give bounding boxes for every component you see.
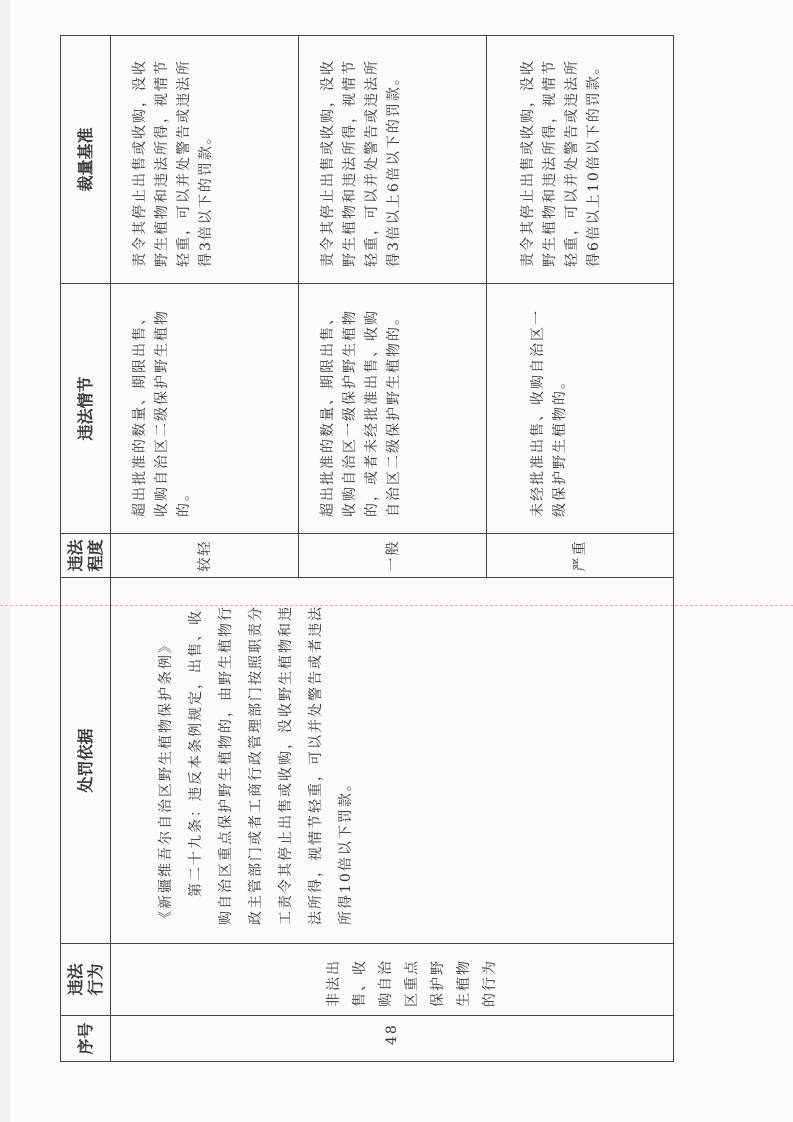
rotated-table-container (60, 36, 673, 1062)
degree-light: 较轻 (111, 534, 299, 578)
header-circumstance: 违法情节 (61, 284, 111, 534)
circumstance-normal: 超出批准的数量、期限出售、收购自治区一级保护野生植物的，或者未经批准出售、收购自治区二级保护野生植物的。 (299, 284, 487, 534)
degree-normal: 一般 (299, 534, 487, 578)
standard-light: 责令其停止出售或收购，没收野生植物和违法所得，视情节轻重，可以并处警告或违法所得3倍以下的罚款。 (111, 36, 299, 284)
header-degree: 违法 程度 (61, 534, 111, 578)
scan-edge (0, 0, 10, 1122)
row-number: 48 (111, 1016, 674, 1062)
circumstance-severe: 未经批准出售、收购自治区一级保护野生植物的。 (487, 284, 674, 534)
header-basis: 处罚依据 (61, 578, 111, 944)
header-standard: 裁量基准 (61, 36, 111, 284)
header-no: 序号 (61, 1016, 111, 1062)
violation-act: 非法出售、收购自治区重点保护野生植物的行为 (111, 944, 674, 1016)
basis-title: 《新疆维吾尔自治区野生植物保护条例》 (158, 637, 174, 925)
header-act: 违法 行为 (61, 944, 111, 1016)
standard-severe: 责令其停止出售或收购，没收野生植物和违法所得，视情节轻重，可以并处警告或违法所得6倍以上10倍以下的罚款。 (487, 36, 674, 284)
standard-normal: 责令其停止出售或收购，没收野生植物和违法所得，视情节轻重，可以并处警告或违法所得3倍以上6倍以下的罚款。 (299, 36, 487, 284)
penalty-table (60, 35, 674, 1062)
circumstance-light: 超出批准的数量、期限出售、收购自治区二级保护野生植物的。 (111, 284, 299, 534)
degree-severe: 严重 (487, 534, 674, 578)
header-row (61, 36, 111, 1062)
basis-body: 第二十九条：违反本条例规定，出售、收购自治区重点保护野生植物的，由野生植物行政主管部门或者工商行政管理部门按照职责分工责令其停止出售或收购，没收野生植物和违法所得，视情节轻重，可以并处警告或者违法所得10倍以下罚款。 (188, 605, 354, 925)
table-row-level-1 (111, 36, 299, 1062)
penalty-basis (111, 578, 674, 944)
